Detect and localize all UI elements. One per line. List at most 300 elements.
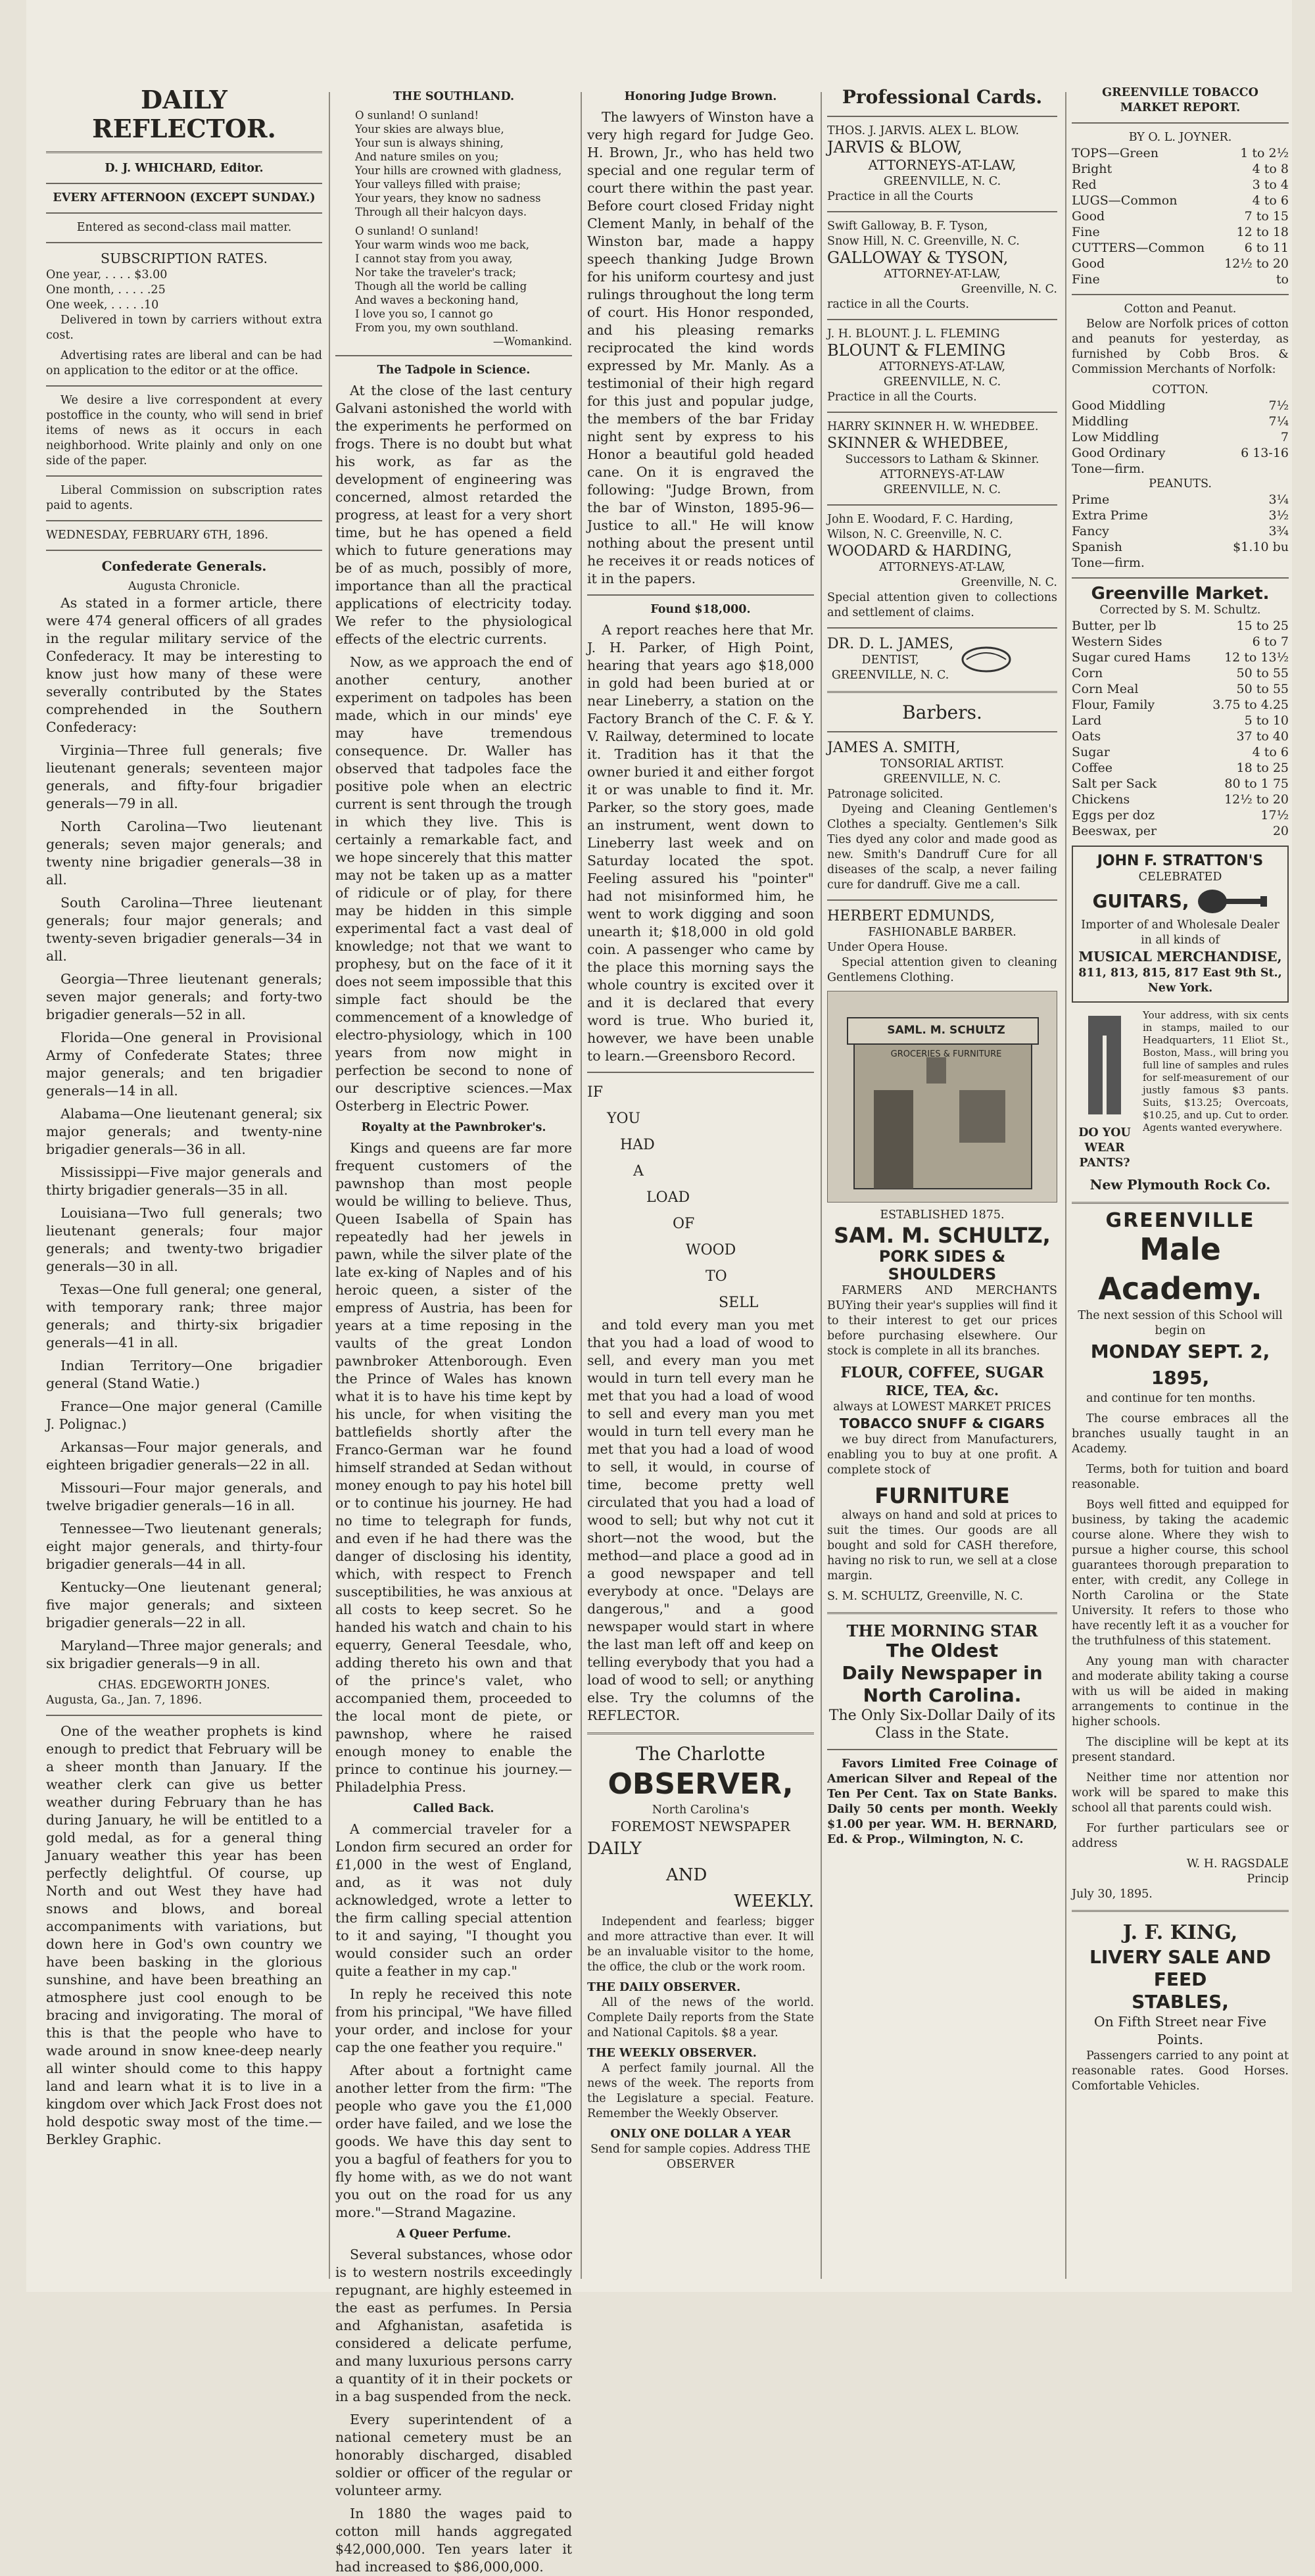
article-title: A Queer Perfume. <box>396 2228 512 2241</box>
mail-notice: Entered as second-class mail matter. <box>76 221 292 234</box>
pants-company: New Plymouth Rock Co. <box>1089 1177 1271 1193</box>
price-value: 12½ to 20 <box>1224 792 1289 807</box>
wood-word: YOU <box>607 1110 641 1127</box>
price-item: Red <box>1072 178 1097 192</box>
divider <box>46 212 322 214</box>
divider <box>46 550 322 551</box>
card-note: Special attention given to collections and settlement of claims. <box>827 591 1057 619</box>
price-item: Bright <box>1072 162 1112 176</box>
price-value: 3.75 to 4.25 <box>1212 698 1289 712</box>
price-row <box>1072 760 1289 776</box>
price-value: 7 to 15 <box>1244 209 1289 224</box>
barber-place: Under Opera House. <box>827 941 948 954</box>
masthead-title: DAILY REFLECTOR. <box>92 85 276 143</box>
rate-month: One month, . . . . .25 <box>46 283 166 297</box>
poem-line: Your valleys filled with praise; <box>355 178 521 191</box>
academy-paragraph: The next session of this School will begin on <box>1078 1309 1283 1337</box>
price-row <box>1072 697 1289 713</box>
price-value: 15 to 25 <box>1236 619 1289 633</box>
price-row <box>1072 193 1289 208</box>
column-rule <box>329 92 330 2279</box>
card-succ: Successors to Latham & Skinner. <box>845 453 1040 466</box>
card-firm: WOODARD & HARDING, <box>827 543 1012 560</box>
academy-paragraph: The discipline will be kept at its present standard. <box>1072 1736 1289 1764</box>
column-rule <box>581 92 582 2279</box>
price-row <box>1072 272 1289 287</box>
store-sign: SAML. M. SCHULTZ <box>887 1024 1005 1037</box>
divider <box>827 211 1057 212</box>
price-value: 6 to 11 <box>1244 241 1289 255</box>
newspaper-page <box>26 0 1292 2575</box>
price-value: 20 <box>1272 824 1289 838</box>
article-title: Called Back. <box>413 1802 494 1815</box>
observer-sample: Send for sample copies. Address THE OBSERVER <box>590 2143 811 2171</box>
poem-line: Through all their halcyon days. <box>355 206 527 218</box>
stratton-name: JOHN F. STRATTON'S <box>1097 853 1264 869</box>
column-5 <box>1072 85 1289 2272</box>
poem-credit: —Womankind. <box>492 335 572 348</box>
poem-line: And waves a beckoning hand, <box>355 294 519 306</box>
observer-daily: DAILY <box>587 1839 642 1859</box>
stratton-addr: 811, 813, 815, 817 East 9th St., New York. <box>1078 966 1282 995</box>
store-sign-sub: GROCERIES & FURNITURE <box>890 1049 1002 1059</box>
price-item: Good <box>1072 209 1105 224</box>
market-table <box>1072 618 1289 839</box>
article-paragraph: Arkansas—Four major generals, and eighteen brigadier generals—22 in all. <box>46 1439 322 1473</box>
price-row <box>1072 429 1289 445</box>
article-title: Honoring Judge Brown. <box>624 90 777 103</box>
academy-date2: July 30, 1895. <box>1072 1888 1153 1901</box>
card-firm: JARVIS & BLOW, <box>827 138 963 156</box>
dentist-name: DR. D. L. JAMES, <box>827 636 954 652</box>
academy-paragraph: Neither time nor attention nor work will be spared to make this school all that parents could wish. <box>1072 1771 1289 1815</box>
price-item: Western Sides <box>1072 634 1162 649</box>
poem-title: THE SOUTHLAND. <box>393 90 515 103</box>
price-row <box>1072 650 1289 665</box>
card-note: Practice in all the Courts <box>827 190 974 203</box>
price-item: Flour, Family <box>1072 698 1155 712</box>
king-title: LIVERY SALE AND FEED <box>1089 1946 1271 1990</box>
divider <box>587 594 814 596</box>
article-title: Royalty at the Pawnbroker's. <box>361 1121 546 1134</box>
divider <box>46 520 322 521</box>
guitar-icon <box>1196 885 1268 918</box>
divider <box>335 355 572 356</box>
price-value: 12½ to 20 <box>1224 256 1289 271</box>
price-item: Good Middling <box>1072 398 1166 413</box>
article-paragraph: Texas—One full general; one general, with temporary rank; three major generals; and thirty-six brigadier generals—41 in all. <box>46 1281 322 1350</box>
schultz-line2: RICE, TEA, &c. <box>885 1383 999 1398</box>
price-item: Fine <box>1072 272 1100 287</box>
divider <box>827 319 1057 320</box>
price-row <box>1072 256 1289 272</box>
wood-ad-text: and told every man you met that you had a load of wood to sell, and every man you met would in turn tell every man he met that you had a load of wood to sell and every man you met would in turn tell every man he met that you had a load of wood to sell, it would, in course of time, become pretty well circulated that you had a load of wood to sell; but why not cut it short—not the wood, but the method—and place a good ad in a good newspaper and tell everybody at once. "Delays are dangerous," and a good newspaper would start in where the last man left off and keep on telling everybody that you had a load of wood to sell; or anything else. Try the columns of the REFLECTOR. <box>587 1317 814 1723</box>
academy-town: GREENVILLE <box>1105 1209 1255 1232</box>
academy-paragraph: The course embraces all the branches usually taught in an Academy. <box>1072 1412 1289 1456</box>
tobacco-title: GREENVILLE TOBACCO MARKET REPORT. <box>1102 86 1258 114</box>
divider <box>827 899 1057 901</box>
price-row <box>1072 681 1289 697</box>
poem-line: O sunland! O sunland! <box>355 109 479 122</box>
cotton-title: Cotton and Peanut. <box>1124 302 1237 316</box>
observer-weekly: WEEKLY. <box>734 1892 814 1911</box>
price-row <box>1072 807 1289 823</box>
price-row <box>1072 508 1289 523</box>
schultz-title: SAM. M. SCHULTZ, <box>834 1223 1051 1248</box>
price-item: LUGS—Common <box>1072 193 1178 208</box>
price-value: 5 to 10 <box>1244 713 1289 728</box>
article-title: Found $18,000. <box>650 603 751 616</box>
article-paragraph: Louisiana—Two full generals; two lieutenant generals; four major generals; and twenty-two brigadier generals—30 in all. <box>46 1205 322 1274</box>
barber-patronage: Patronage solicited. <box>827 788 944 801</box>
article-paragraph: One of the weather prophets is kind enough to predict that February will be a sheer month than January. If the weather clerk can give us better weather during February than he has during January, he will be entitled to a gold medal, as for a general thing January weather this year has been perfectly delightful. Of course, up North and out West they have had snows and blows, and boreal accompaniments with variations, but down here in God's own country we have been basking in the glorious sunshine, and have been breathing an atmosphere just cool enough to be bracing and invigorating. The moral of this is that the people who have to wade around in snow knee-deep nearly all winter should come to this happy land and learn what it is to live in a kingdom over which Jack Frost does not hold despotic sway most of the time.—Berkley Graphic. <box>46 1723 322 2147</box>
price-row <box>1072 555 1289 571</box>
price-row <box>1072 445 1289 461</box>
schultz-tob: TOBACCO SNUFF & CIGARS <box>839 1416 1045 1431</box>
observer-title: OBSERVER, <box>608 1767 794 1801</box>
card-place: Greenville, N. C. <box>961 283 1057 296</box>
academy-name: Male Academy. <box>1098 1231 1262 1306</box>
poem-line: From you, my own southland. <box>355 322 519 334</box>
pants-question: DO YOU WEAR PANTS? <box>1078 1126 1131 1170</box>
price-item: Fancy <box>1072 524 1109 538</box>
schultz-paragraph: always on hand and sold at prices to suit the times. Our goods are all bought and sold for CASH therefore, having no risk to run, we sell at a close margin. <box>827 1509 1057 1583</box>
rate-week: One week, . . . . .10 <box>46 298 159 312</box>
card-names: J. H. BLOUNT. J. L. FLEMING <box>827 327 1000 341</box>
price-item: Spanish <box>1072 540 1122 554</box>
pants-icon <box>1075 1009 1134 1121</box>
card-place: GREENVILLE, N. C. <box>883 175 1001 188</box>
divider <box>1072 1910 1289 1912</box>
stratton-cel: CELEBRATED <box>1138 871 1222 884</box>
price-row <box>1072 523 1289 539</box>
issue-date: WEDNESDAY, FEBRUARY 6TH, 1896. <box>46 529 269 542</box>
stratton-ad <box>1072 846 1289 1003</box>
tobacco-by: BY O. L. JOYNER. <box>1128 131 1232 144</box>
rate-year: One year, . . . . $3.00 <box>46 268 168 281</box>
king-addr: On Fifth Street near Five Points. <box>1093 2014 1267 2047</box>
price-value: 4 to 8 <box>1252 162 1289 176</box>
poem-line: Your years, they know no sadness <box>355 192 541 204</box>
star-daily: Daily Newspaper in <box>842 1662 1043 1684</box>
article-paragraph: Several substances, whose odor is to western nostrils exceedingly repugnant, are highly esteemed in the east as perfumes. In Persia and Afghanistan, asafetida is considered a delicate perfume, and many luxurious persons carry a quantity of it in their pockets or in a bag suspended from the neck. <box>335 2247 572 2404</box>
card-place: GREENVILLE, N. C. <box>883 375 1001 389</box>
price-item: Good <box>1072 256 1105 271</box>
article-paragraph: Tennessee—Two lieutenant generals; eight major generals, and thirty-four brigadier generals—44 in all. <box>46 1521 322 1572</box>
card-places: Wilson, N. C. Greenville, N. C. <box>827 528 1003 541</box>
wood-word: A <box>633 1163 644 1180</box>
price-row <box>1072 728 1289 744</box>
divider <box>46 242 322 243</box>
price-row <box>1072 713 1289 728</box>
star-title: THE MORNING STAR <box>846 1621 1038 1640</box>
price-value: 3½ <box>1268 508 1289 523</box>
dentures-icon <box>960 643 1013 676</box>
observer-paragraph: All of the news of the world. Complete Daily reports from the State and National Capitols. $8 a year. <box>587 1996 814 2039</box>
price-value: 3¼ <box>1268 492 1289 507</box>
cotton-paragraph: Below are Norfolk prices of cotton and peanuts for yesterday, as furnished by Cobb Bros. & Commission Merchants of Norfolk: <box>1072 318 1289 376</box>
delivery-note: Delivered in town by carriers without extra cost. <box>46 314 322 342</box>
price-value: 50 to 55 <box>1236 666 1289 680</box>
article-paragraph: France—One major general (Camille J. Polignac.) <box>46 1398 322 1432</box>
poem-line: Your warm winds woo me back, <box>355 239 529 251</box>
publication-schedule: EVERY AFTERNOON (EXCEPT SUNDAY.) <box>53 191 316 204</box>
price-item: Extra Prime <box>1072 508 1148 523</box>
article-paragraph: A commercial traveler for a London firm secured an order for £1,000 in the west of England, and, as it was not duly acknowledged, wrote a letter to the firm calling special attention to it and saying, "I thought you would consider such an order quite a feather in my cap." <box>335 1821 572 1979</box>
schultz-furniture: FURNITURE <box>874 1483 1010 1508</box>
poem <box>335 108 572 348</box>
card-att: ATTORNEYS-AT-LAW, <box>868 157 1016 173</box>
price-row <box>1072 823 1289 839</box>
column-rule <box>1065 92 1066 2279</box>
dentist-card <box>827 635 1057 683</box>
schultz-sub: PORK SIDES & SHOULDERS <box>878 1247 1006 1283</box>
price-row <box>1072 792 1289 807</box>
divider <box>827 412 1057 413</box>
divider <box>1072 122 1289 124</box>
stratton-imp: Importer of and Wholesale Dealer in all kinds of <box>1081 918 1279 947</box>
price-value: 17½ <box>1260 808 1289 823</box>
observer-weekly-title: THE WEEKLY OBSERVER. <box>587 2047 757 2060</box>
tobacco-table <box>1072 145 1289 287</box>
price-value: 7 <box>1280 430 1289 444</box>
price-row <box>1072 177 1289 193</box>
store-illustration <box>827 991 1057 1203</box>
schultz-low: always at LOWEST MARKET PRICES <box>833 1400 1051 1414</box>
column-2 <box>335 85 572 2575</box>
price-item: Tone—firm. <box>1072 462 1145 476</box>
price-value: $1.10 bu <box>1233 540 1289 554</box>
divider <box>587 1072 814 1073</box>
bleed-through-masthead <box>26 0 1292 79</box>
king-name: J. F. KING, <box>1122 1921 1238 1944</box>
dentist-title: DENTIST, <box>861 654 919 667</box>
price-item: Low Middling <box>1072 430 1159 444</box>
price-row <box>1072 665 1289 681</box>
price-item: Prime <box>1072 492 1110 507</box>
schultz-paragraph: we buy direct from Manufacturers, enabling you to buy at one profit. A complete stock of <box>827 1433 1057 1477</box>
article-paragraph: In reply he received this note from his principal, "We have filled your order, and inclose for your cap the one feather you require." <box>335 1986 572 2055</box>
price-value: 80 to 1 75 <box>1224 776 1289 791</box>
price-row <box>1072 618 1289 634</box>
divider <box>827 116 1057 117</box>
correspondent-note: We desire a live correspondent at every postoffice in the county, who will send in brief items of news as it occurs in each neighborhood. Write plainly and only on one side of the paper. <box>46 394 322 467</box>
wood-word: WOOD <box>686 1242 736 1258</box>
price-item: Beeswax, per <box>1072 824 1157 838</box>
price-item: Sugar cured Hams <box>1072 650 1191 665</box>
wood-ad <box>587 1080 814 1316</box>
price-value: 50 to 55 <box>1236 682 1289 696</box>
divider <box>827 627 1057 629</box>
wood-word: LOAD <box>646 1189 690 1206</box>
article-paragraph: Every superintendent of a national cemetery must be an honorably discharged, disabled soldier or officer of the regular or volunteer army. <box>335 2412 572 2498</box>
divider <box>827 504 1057 506</box>
wood-word: IF <box>587 1084 603 1101</box>
academy-role: Princip <box>1247 1872 1289 1886</box>
price-item: Fine <box>1072 225 1100 239</box>
article-paragraph: As stated in a former article, there were 474 general officers of all grades in the regular military service of the Confederacy. It may be interesting to know just how many of these were severally contributed by the States comprehended in the Southern Confederacy: <box>46 595 322 735</box>
card-names: HARRY SKINNER H. W. WHEDBEE. <box>827 420 1039 433</box>
observer-and: AND <box>666 1865 707 1885</box>
academy-paragraph: Boys well fitted and equipped for business, by taking the academic course alone. Where they wish to pursue a higher course, this school guarantees thorough preparation to enter, with credit, any College in North Carolina or the State University. It refers to those who have recently left it as a voucher for the truthfulness of this statement. <box>1072 1498 1289 1648</box>
article-signature: CHAS. EDGEWORTH JONES. <box>98 1679 270 1692</box>
academy-paragraph: Terms, both for tuition and board reasonable. <box>1072 1463 1289 1491</box>
article-paragraph: Now, as we approach the end of another century, another experiment on tadpoles has been made, which in our minds' eye may have tremendous consequence. Dr. Waller has observed that tadpoles face the positive pole when an electric current is sent through the trough in which they live. This is certainly a remarkable fact, and we hope sincerely that this matter may not be taken up as a matter of ridicule or of play, for there may be hidden in this simple experimental fact a vast deal of knowledge; not that we want to prophesy, but on the face of it it does not seem impossible that this simple fact should be the commencement of a knowledge of electro-physiology, which in 100 years from now might in perfection be second to none of our descriptive sciences.—Max Osterberg in Electric Power. <box>335 654 572 1114</box>
price-value: 3¾ <box>1268 524 1289 538</box>
article-title: The Tadpole in Science. <box>377 364 531 377</box>
price-item: Tone—firm. <box>1072 556 1145 570</box>
divider <box>827 1749 1057 1750</box>
academy-sign: W. H. RAGSDALE <box>1186 1857 1289 1871</box>
article-title: Confederate Generals. <box>101 558 267 574</box>
price-item: Corn <box>1072 666 1103 680</box>
card-place: Greenville, N. C. <box>961 576 1057 589</box>
poem-line: I cannot stay from you away, <box>355 252 513 265</box>
king-paragraph: Passengers carried to any point at reasonable rates. Good Horses. Comfortable Vehicles. <box>1072 2049 1289 2093</box>
article-paragraph: At the close of the last century Galvani astonished the world with the experiments he performed on frogs. There is no doubt but what his work, as far as the development of engineering was concerned, almost retarded the progress, at least for a very short time, but he has opened a field which to future generations may be of as much, possibly of more, importance than all the practical applications of electricity today. We refer to the physiological effects of the electric currents. <box>335 383 572 647</box>
card-names: THOS. J. JARVIS. ALEX L. BLOW. <box>827 124 1019 137</box>
editor-line: D. J. WHICHARD, Editor. <box>105 162 264 175</box>
price-value: 3 to 4 <box>1252 178 1289 192</box>
price-item: Corn Meal <box>1072 682 1139 696</box>
article-paragraph: Georgia—Three lieutenant generals; seven major generals; and forty-two brigadier generals—52 in all. <box>46 971 322 1022</box>
divider <box>46 1715 322 1716</box>
column-3 <box>587 85 814 2272</box>
wood-word: HAD <box>620 1137 655 1153</box>
price-value: 4 to 6 <box>1252 193 1289 208</box>
market-title: Greenville Market. <box>1091 584 1270 604</box>
price-item: TOPS—Green <box>1072 146 1159 160</box>
price-value: 7½ <box>1268 398 1289 413</box>
price-row <box>1072 539 1289 555</box>
price-item: Good Ordinary <box>1072 446 1166 460</box>
schultz-paragraph: FARMERS AND MERCHANTS BUYing their year's supplies will find it to their interest to get our prices before purchasing elsewhere. Our stock is complete in all its branches. <box>827 1284 1057 1358</box>
barber-title: TONSORIAL ARTIST. <box>880 757 1005 771</box>
barber-paragraph: Dyeing and Cleaning Gentlemen's Clothes a specialty. Gentlemen's Silk Ties dyed any color and made good as new. Smith's Dandruff Cure for all diseases of the scalp, a never failing cure for dandruff. Give me a call. <box>827 803 1057 892</box>
article-paragraph: In 1880 the wages paid to cotton mill hands aggregated $42,000,000. Ten years later it had increased to $86,000,000. <box>335 2506 572 2575</box>
price-item: Chickens <box>1072 792 1130 807</box>
price-row <box>1072 634 1289 650</box>
divider <box>827 1612 1057 1614</box>
poem-line: Your hills are crowned with gladness, <box>355 164 562 177</box>
observer-paragraph: Independent and fearless; bigger and more attractive than ever. It will be an invaluable visitor to the home, the office, the club or the work room. <box>587 1915 814 1974</box>
article-paragraph: Alabama—One lieutenant general; six major generals; and twenty-nine brigadier generals—36 in all. <box>46 1106 322 1157</box>
stratton-guitars: GUITARS, <box>1092 890 1189 912</box>
price-row <box>1072 461 1289 477</box>
wood-word: SELL <box>719 1295 759 1311</box>
observer-foremost: FOREMOST NEWSPAPER <box>611 1819 790 1834</box>
divider <box>46 475 322 477</box>
observer-the: The Charlotte <box>636 1743 765 1765</box>
schultz-line: FLOUR, COFFEE, SUGAR <box>840 1364 1044 1381</box>
poem-line: Nor take the traveler's track; <box>355 266 517 279</box>
card-note: ractice in all the Courts. <box>827 298 969 311</box>
poem-line: Though all the world be calling <box>355 280 527 293</box>
price-row <box>1072 208 1289 224</box>
barber-place: GREENVILLE, N. C. <box>883 773 1001 786</box>
article-paragraph: A report reaches here that Mr. J. H. Parker, of High Point, hearing that years ago $18,000 in gold had been buried at or near Lineberry, a station on the Factory Branch of the C. F. & Y. V. Railway, determined to locate it. Tradition has it that the owner buried it and either forgot it or was unable to find it. Mr. Parker, so the story goes, made an instrument, went down to Lineberry last week and on Saturday located the spot. Feeling assured his "pointer" had not misinformed him, he went to work digging and soon unearth it; $18,000 in old gold coin. A passenger who came by the place this morning says the whole country is excited over it and it is declared that every word is true. Who buried it, however, we have been unable to learn.—Greensboro Record. <box>587 622 814 1064</box>
observer-nc: North Carolina's <box>652 1803 750 1817</box>
price-value: 4 to 6 <box>1252 745 1289 759</box>
price-item: Eggs per doz <box>1072 808 1155 823</box>
star-oldest: The Oldest <box>886 1640 999 1661</box>
divider <box>46 385 322 387</box>
price-value: to <box>1276 272 1289 287</box>
observer-price: ONLY ONE DOLLAR A YEAR <box>610 2128 791 2141</box>
price-value: 7¼ <box>1268 414 1289 429</box>
article-paragraph: Mississippi—Five major generals and thirty brigadier generals—35 in all. <box>46 1164 322 1198</box>
wood-word: OF <box>673 1216 695 1232</box>
card-names: John E. Woodard, F. C. Harding, <box>827 513 1014 526</box>
commission-note: Liberal Commission on subscription rates paid to agents. <box>46 484 322 512</box>
wood-word: TO <box>705 1268 727 1285</box>
cotton-head: COTTON. <box>1152 383 1208 396</box>
pants-paragraph: Your address, with six cents in stamps, mailed to our Headquarters, 11 Eliot St., Boston, Mass., will bring you full line of samples and rules for self-measurement of our justly famous $3 pants. Suits, $13.25; Overcoats, $10.25, and up. Cut to order. Agents wanted everywhere. <box>1143 1009 1289 1133</box>
star-only: The Only Six-Dollar Daily of its Class in the State. <box>828 1707 1056 1742</box>
card-att: ATTORNEY-AT-LAW, <box>884 268 1001 281</box>
cotton-table <box>1072 398 1289 477</box>
academy-date: MONDAY SEPT. 2, 1895, <box>1090 1341 1270 1389</box>
price-item: Coffee <box>1072 761 1112 775</box>
stratton-mm: MUSICAL MERCHANDISE, <box>1078 949 1282 965</box>
divider <box>46 183 322 184</box>
price-row <box>1072 776 1289 792</box>
advertising-note: Advertising rates are liberal and can be had on application to the editor or at the office. <box>46 349 322 377</box>
academy-paragraph: and continue for ten months. <box>1086 1392 1256 1405</box>
price-row <box>1072 744 1289 760</box>
price-row <box>1072 224 1289 240</box>
price-row <box>1072 398 1289 414</box>
divider <box>827 731 1057 732</box>
price-item: Lard <box>1072 713 1102 728</box>
article-paragraph: Maryland—Three major generals; and six brigadier generals—9 in all. <box>46 1638 322 1671</box>
card-names: Swift Galloway, B. F. Tyson, <box>827 220 988 233</box>
price-value: 6 13-16 <box>1241 446 1289 460</box>
star-paragraph: Favors Limited Free Coinage of American Silver and Repeal of the Ten Per Cent. Tax on State Banks. Daily 50 cents per month. Weekly $1.00 per year. WM. H. BERNARD, Ed. & Prop., Wilmington, N. C. <box>827 1757 1057 1846</box>
rates-title: SUBSCRIPTION RATES. <box>100 250 268 266</box>
article-paragraph: Missouri—Four major generals, and twelve brigadier generals—16 in all. <box>46 1480 322 1514</box>
section-title: Barbers. <box>902 702 982 723</box>
article-paragraph: Florida—One general in Provisional Army of Confederate States; three major generals; and ten brigadier generals—14 in all. <box>46 1030 322 1099</box>
column-4 <box>827 85 1057 2272</box>
poem-line: Your skies are always blue, <box>355 123 504 135</box>
price-value: 37 to 40 <box>1236 729 1289 744</box>
poem-line: Your sun is always shining, <box>355 137 504 149</box>
column-1 <box>46 85 322 2272</box>
card-firm: GALLOWAY & TYSON, <box>827 249 1009 267</box>
article-paragraph: South Carolina—Three lieutenant generals; four major generals; and twenty-seven brigadier generals—34 in all. <box>46 895 322 964</box>
pants-ad <box>1072 1009 1289 1171</box>
price-row <box>1072 145 1289 161</box>
star-nc: North Carolina. <box>863 1684 1022 1706</box>
barber-name: JAMES A. SMITH, <box>827 740 961 756</box>
card-firm: SKINNER & WHEDBEE, <box>827 435 1009 452</box>
article-paragraph: Kentucky—One lieutenant general; five major generals; and sixteen brigadier generals—22 in all. <box>46 1579 322 1631</box>
king-stables: STABLES, <box>1132 1991 1229 2013</box>
barber-title: FASHIONABLE BARBER. <box>868 926 1016 939</box>
poem-line: I love you so, I cannot go <box>355 308 493 320</box>
card-places: Snow Hill, N. C. Greenville, N. C. <box>827 235 1020 248</box>
market-by: Corrected by S. M. Schultz. <box>1099 604 1261 617</box>
peanut-head: PEANUTS. <box>1149 477 1212 490</box>
price-item: Butter, per lb <box>1072 619 1157 633</box>
schultz-sign: S. M. SCHULTZ, Greenville, N. C. <box>827 1590 1023 1603</box>
price-value: 12 to 18 <box>1236 225 1289 239</box>
dentist-place: GREENVILLE, N. C. <box>831 669 949 682</box>
article-source: Augusta Chronicle. <box>128 580 241 593</box>
article-place: Augusta, Ga., Jan. 7, 1896. <box>46 1694 203 1707</box>
price-value: 12 to 13½ <box>1224 650 1289 665</box>
